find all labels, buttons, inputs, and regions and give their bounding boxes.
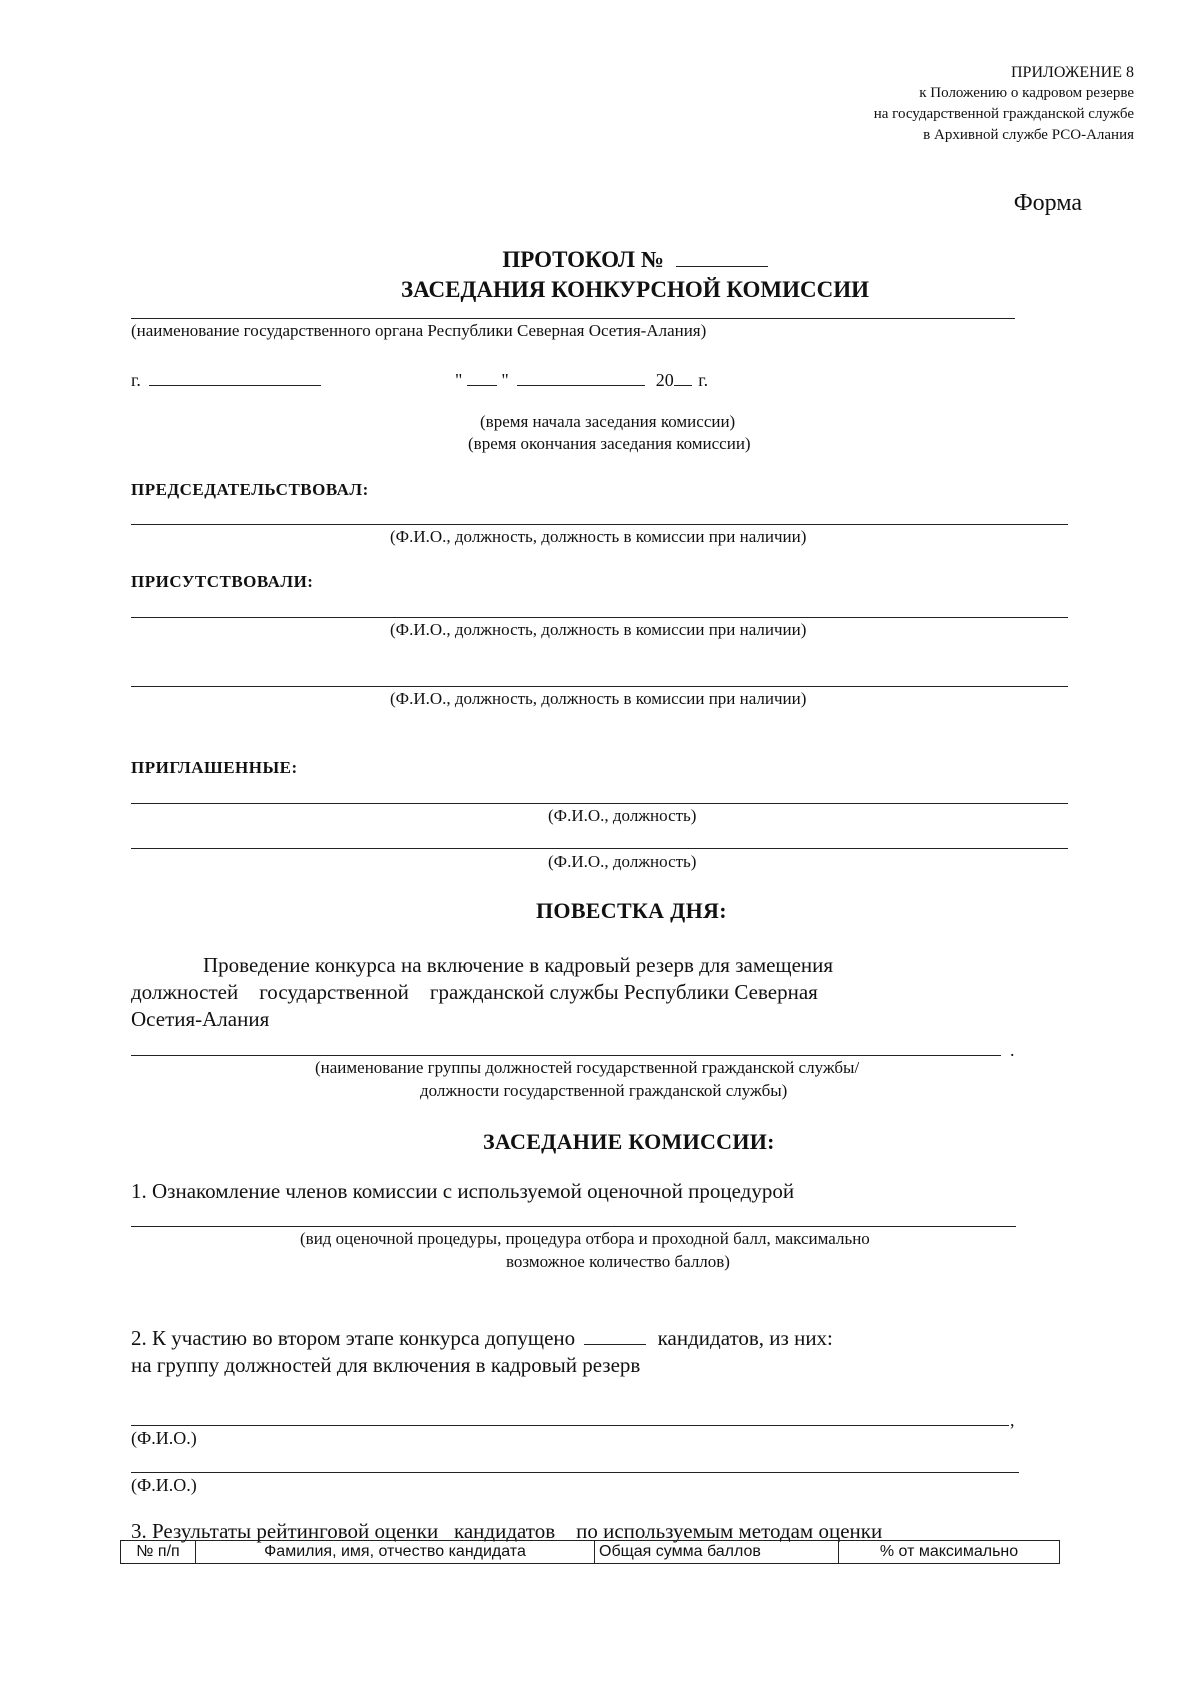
meeting-item-1-caption-2: возможное количество баллов) — [506, 1252, 730, 1271]
invited-caption-2: (Ф.И.О., должность) — [548, 852, 697, 871]
meeting-item-2-line-1 — [131, 1325, 833, 1352]
protocol-title-line-1 — [0, 245, 1200, 275]
meeting-item-1: 1. Ознакомление членов комиссии с используемой оценочной процедурой — [131, 1179, 795, 1203]
candidate-fio-2: (Ф.И.О.) — [131, 1475, 197, 1495]
year-prefix: 20 — [655, 370, 674, 390]
city-blank[interactable] — [149, 367, 321, 386]
agenda-caption-1: (наименование группы должностей государственной гражданской службы/ — [315, 1058, 860, 1077]
agenda-heading: ПОВЕСТКА ДНЯ: — [536, 898, 727, 923]
form-label: Форма — [1013, 190, 1082, 216]
meeting-item-1-caption-1: (вид оценочной процедуры, процедура отбора и проходной балл, максимально — [300, 1229, 870, 1248]
invited-line-1[interactable] — [131, 803, 1068, 804]
table-header-name: Фамилия, имя, отчество кандидата — [196, 1541, 595, 1564]
appendix-line-2: к Положению о кадровом резерве — [919, 85, 1134, 101]
city-field — [131, 367, 321, 391]
chaired-line[interactable] — [131, 524, 1068, 525]
agenda-group-line[interactable] — [131, 1055, 1001, 1056]
appendix-block — [874, 62, 1134, 146]
invited-caption-1: (Ф.И.О., должность) — [548, 806, 697, 825]
protocol-title — [0, 245, 1200, 305]
agenda-line-2: должностей государственной гражданской службы Республики Северная — [131, 980, 818, 1004]
present-caption-1: (Ф.И.О., должность, должность в комиссии при наличии) — [390, 620, 807, 639]
time-start-caption: (время начала заседания комиссии) — [480, 412, 736, 431]
meeting-heading: ЗАСЕДАНИЕ КОМИССИИ: — [483, 1129, 775, 1154]
meeting-item-2-part-1: 2. К участию во втором этапе конкурса допущено — [131, 1326, 576, 1350]
table-header-total-score: Общая сумма баллов — [595, 1541, 839, 1564]
table-header-percent: % от максимально — [839, 1541, 1060, 1564]
appendix-line-4: в Архивной службе РСО-Алания — [923, 127, 1134, 143]
day-blank[interactable] — [467, 367, 497, 386]
quote-open: " — [455, 370, 463, 390]
protocol-number-label: ПРОТОКОЛ № — [502, 247, 664, 272]
meeting-item-2-part-2: кандидатов, из них: — [657, 1326, 833, 1350]
present-line-2[interactable] — [131, 686, 1068, 687]
candidate-line-1[interactable] — [131, 1425, 1009, 1426]
year-suffix: г. — [698, 370, 709, 390]
candidate-line-2[interactable] — [131, 1472, 1019, 1473]
time-end-caption: (время окончания заседания комиссии) — [468, 434, 751, 453]
agenda-line-3: Осетия-Алания — [131, 1007, 270, 1031]
candidate-line-comma: , — [1010, 1410, 1015, 1430]
agenda-caption-2: должности государственной гражданской службы) — [420, 1081, 788, 1100]
invited-line-2[interactable] — [131, 848, 1068, 849]
protocol-number-blank[interactable] — [676, 248, 768, 267]
date-field — [455, 367, 708, 391]
protocol-title-line-2: ЗАСЕДАНИЯ КОНКУРСНОЙ КОМИССИИ — [400, 277, 870, 302]
candidate-fio-1: (Ф.И.О.) — [131, 1428, 197, 1448]
table-header-number: № п/п — [121, 1541, 196, 1564]
results-table — [120, 1540, 1060, 1564]
meeting-item-1-line[interactable] — [131, 1226, 1016, 1227]
quote-close: " — [501, 370, 509, 390]
meeting-item-2-line-2: на группу должностей для включения в кадровый резерв — [131, 1353, 641, 1377]
invited-label: ПРИГЛАШЕННЫЕ: — [131, 758, 298, 777]
year-blank[interactable] — [674, 367, 692, 386]
agenda-line-dot: . — [1010, 1040, 1015, 1060]
month-blank[interactable] — [517, 367, 645, 386]
admitted-count-blank[interactable] — [584, 1326, 646, 1345]
agenda-line-1: Проведение конкурса на включение в кадровый резерв для замещения — [203, 953, 834, 977]
organ-line[interactable] — [131, 318, 1015, 319]
meeting-item-3: 3. Результаты рейтинговой оценки кандидатов по используемым методам оценки — [131, 1519, 883, 1543]
organ-caption: (наименование государственного органа Республики Северная Осетия-Алания) — [131, 321, 707, 340]
chaired-caption: (Ф.И.О., должность, должность в комиссии при наличии) — [390, 527, 807, 546]
present-label: ПРИСУТСТВОВАЛИ: — [131, 572, 314, 591]
results-table-header-row — [121, 1541, 1060, 1564]
appendix-line-3: на государственной гражданской службе — [873, 106, 1134, 122]
present-caption-2: (Ф.И.О., должность, должность в комиссии при наличии) — [390, 689, 807, 708]
city-prefix: г. — [131, 370, 141, 390]
appendix-number: ПРИЛОЖЕНИЕ 8 — [1010, 64, 1134, 81]
chaired-label: ПРЕДСЕДАТЕЛЬСТВОВАЛ: — [131, 480, 369, 499]
present-line-1[interactable] — [131, 617, 1068, 618]
